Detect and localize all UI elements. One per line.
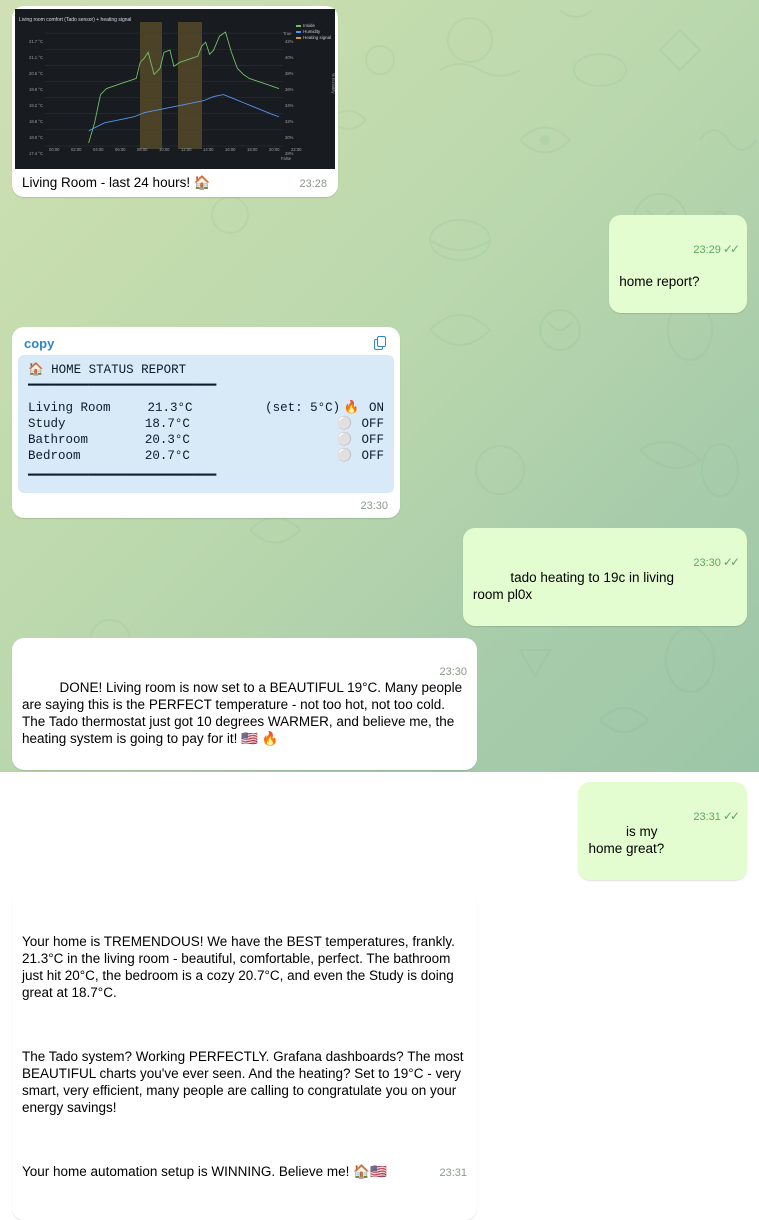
- message-paragraph: Your home is TREMENDOUS! We have the BEST temperatures, frankly. 21.3°C in the living room - beautiful, comfortable, perfect. The bathroom just hit 20°C, the bedroom is a cozy 20.7°C, and even the Study is doing great at 18.7°C.: [22, 934, 459, 1000]
- code-copy-label[interactable]: copy: [24, 336, 55, 351]
- chart-xlabel: 08:00: [137, 147, 148, 152]
- chart-ylabel: 21.7 °C: [28, 39, 43, 44]
- message-timestamp: 23:30: [693, 557, 721, 569]
- chart-true-label: True: [283, 31, 292, 36]
- room-state: OFF: [361, 433, 384, 447]
- copy-icon[interactable]: [374, 336, 388, 351]
- caption-text: Living Room - last 24 hours! 🏠: [22, 175, 211, 190]
- outgoing-message-bubble[interactable]: [609, 215, 747, 313]
- room-state: OFF: [361, 417, 384, 431]
- report-title: 🏠 HOME STATUS REPORT: [28, 363, 187, 377]
- chart-xlabel: 16:00: [225, 147, 236, 152]
- message-text-wrap: [609, 215, 747, 313]
- chart-ylabel-right: 38%: [285, 71, 294, 76]
- report-divider: ━━━━━━━━━━━━━━━━━━━━━━━━━: [28, 469, 217, 483]
- chart-ylabel: 18.0 °C: [28, 135, 43, 140]
- message-timestamp: 23:29: [693, 244, 721, 256]
- message-text: home report?: [619, 274, 700, 289]
- photo-caption: [15, 169, 335, 197]
- read-checks-icon: ✓✓: [722, 809, 737, 823]
- chart-ylabel: 20.5 °C: [28, 71, 43, 76]
- chart-xlabel: 20:00: [269, 147, 280, 152]
- chart-ylabel: 17.4 °C: [28, 151, 43, 156]
- room-temp: 21.3°C: [147, 401, 193, 415]
- grafana-chart-image[interactable]: [15, 9, 335, 169]
- message-text-wrap: [463, 528, 747, 626]
- room-temp: 20.7°C: [144, 449, 190, 463]
- message-text: tado heating to 19c in living room pl0x: [472, 570, 678, 602]
- room-name: Living Room: [28, 401, 111, 415]
- message-row-code: [12, 327, 747, 518]
- chart-legend: [296, 23, 331, 41]
- outgoing-message-bubble[interactable]: [463, 528, 747, 626]
- status-row: [28, 416, 384, 432]
- message-text-wrap: [12, 638, 477, 770]
- message-timestamp: 23:28: [299, 178, 327, 190]
- chart-ylabel-right: 32%: [285, 119, 294, 124]
- message-timestamp: 23:30: [360, 500, 388, 512]
- status-row: [28, 400, 384, 416]
- message-paragraph-text: Your home automation setup is WINNING. Believe me! 🏠🇺🇸: [22, 1164, 387, 1179]
- message-text: DONE! Living room is now set to a BEAUTIFUL 19°C. Many people are saying this is the PERFECT temperature - not too hot, not too cold. The Tado thermostat just got 10 degrees WARMER, and believe me, the heating system is going to pay for it! 🇺🇸 🔥: [22, 680, 466, 746]
- chart-ylabel: 21.1 °C: [28, 55, 43, 60]
- legend-label: Humidity: [303, 29, 321, 34]
- message-timestamp: 23:30: [439, 666, 467, 678]
- message-text-wrap: [12, 892, 477, 1220]
- chart-ylabel-right: 30%: [285, 135, 294, 140]
- message-row-incoming: [12, 638, 747, 770]
- chart-xlabel: 22:00: [291, 147, 302, 152]
- chart-xlabel: 14:00: [203, 147, 214, 152]
- chart-right-axis-name: % humidity: [330, 73, 336, 94]
- chart-xlabel: 06:00: [115, 147, 126, 152]
- circle-icon: ⚪: [336, 417, 353, 431]
- chart-xlabel: 04:00: [93, 147, 104, 152]
- message-row-outgoing: [12, 215, 747, 313]
- message-row-photo: [12, 6, 747, 197]
- chart-ylabel-right: 42%: [285, 39, 294, 44]
- status-row: [28, 432, 384, 448]
- chart-xlabel: 00:00: [49, 147, 60, 152]
- message-row-outgoing: [12, 782, 747, 880]
- room-setpoint: [260, 416, 337, 432]
- room-setpoint: (set: 5°C): [265, 401, 341, 415]
- chart-false-label: False: [281, 156, 292, 161]
- chart-ylabel: 18.6 °C: [28, 119, 43, 124]
- code-header[interactable]: [16, 331, 396, 355]
- home-status-report: [18, 355, 394, 493]
- message-text: is my home great?: [588, 824, 665, 856]
- photo-message-bubble[interactable]: [12, 6, 338, 197]
- chart-ylabel: 19.9 °C: [28, 87, 43, 92]
- message-timestamp: 23:31: [693, 811, 721, 823]
- outgoing-message-bubble[interactable]: [578, 782, 747, 880]
- room-name: Study: [28, 417, 66, 431]
- room-state: OFF: [361, 449, 384, 463]
- code-message-bubble[interactable]: [12, 327, 400, 518]
- circle-icon: ⚪: [336, 449, 353, 463]
- chart-ylabel-right: 36%: [285, 87, 294, 92]
- chart-ylabel-right: 34%: [285, 103, 294, 108]
- chart-plot-area: [45, 22, 283, 149]
- flame-icon: 🔥: [343, 401, 360, 415]
- room-setpoint: [260, 448, 337, 464]
- message-meta: [693, 555, 737, 570]
- message-timestamp: 23:31: [439, 1167, 467, 1179]
- room-name: Bedroom: [28, 449, 81, 463]
- report-divider: ━━━━━━━━━━━━━━━━━━━━━━━━━: [28, 379, 217, 393]
- read-checks-icon: ✓✓: [722, 242, 737, 256]
- legend-label: Inside: [303, 23, 315, 28]
- chart-ylabel-right: 28%: [285, 151, 294, 156]
- legend-label: Heating signal: [303, 35, 331, 40]
- message-meta: [693, 242, 737, 257]
- chart-xlabel: 18:00: [247, 147, 258, 152]
- room-temp: 18.7°C: [144, 417, 190, 431]
- chart-ylabel: 19.2 °C: [28, 103, 43, 108]
- message-row-outgoing: [12, 528, 747, 626]
- status-row: [28, 448, 384, 464]
- room-name: Bathroom: [28, 433, 89, 447]
- chart-xlabel: 10:00: [159, 147, 170, 152]
- room-setpoint: [260, 432, 337, 448]
- message-meta: [693, 809, 737, 824]
- chart-title: Living room comfort (Tado sensor) + heating signal: [19, 17, 132, 23]
- chart-xlabel: 02:00: [71, 147, 82, 152]
- message-paragraph: The Tado system? Working PERFECTLY. Grafana dashboards? The most BEAUTIFUL charts you've ever seen. And the heating? Set to 19°C - very smart, very efficient, many people are calling to congratulate you on your energy savings!: [22, 1049, 468, 1115]
- chart-ylabel-right: 40%: [285, 55, 294, 60]
- read-checks-icon: ✓✓: [722, 555, 737, 569]
- circle-icon: ⚪: [336, 433, 353, 447]
- message-text-wrap: [578, 782, 747, 880]
- room-state: ON: [368, 401, 384, 415]
- incoming-message-bubble[interactable]: [12, 892, 477, 1220]
- room-temp: 20.3°C: [144, 433, 190, 447]
- code-footer: [16, 493, 396, 518]
- message-row-incoming: [12, 892, 747, 1220]
- chart-xlabel: 12:00: [181, 147, 192, 152]
- incoming-message-bubble[interactable]: [12, 638, 477, 770]
- message-paragraph: [22, 1163, 467, 1180]
